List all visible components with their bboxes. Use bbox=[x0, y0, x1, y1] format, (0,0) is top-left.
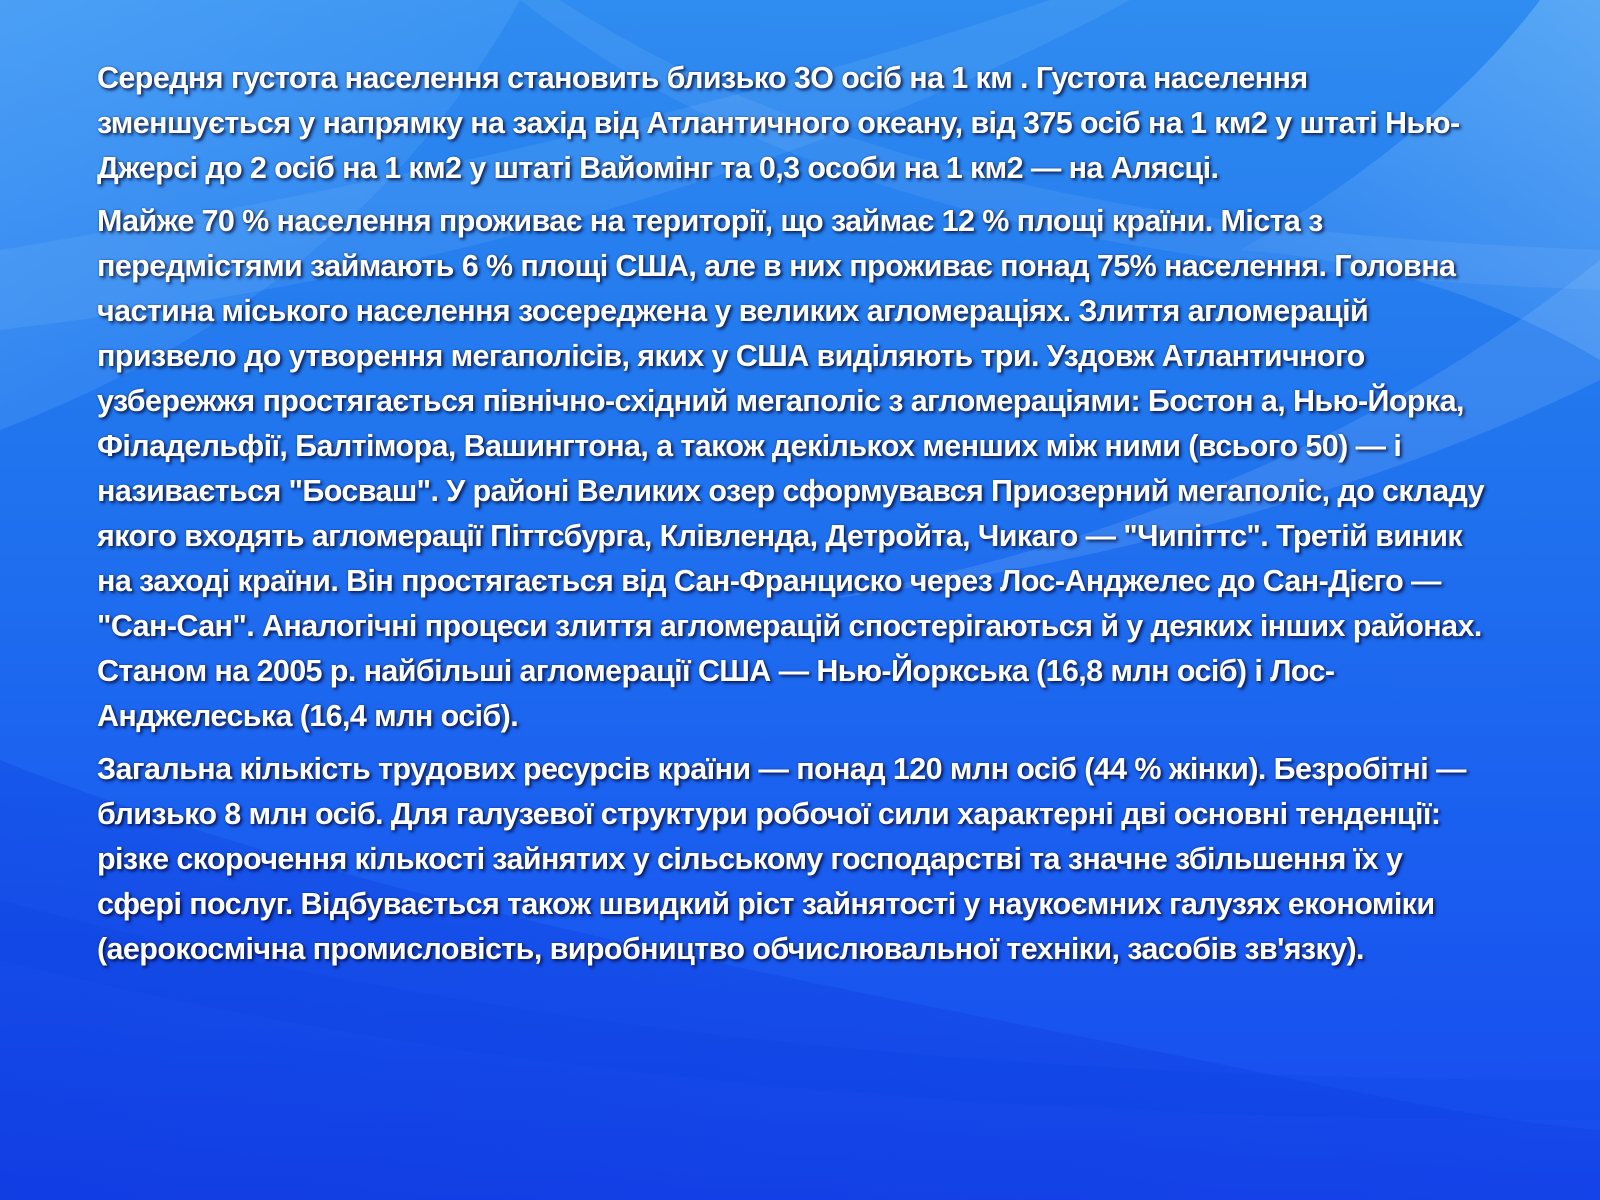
text-content bbox=[97, 56, 1487, 980]
paragraph-labor-resources: Загальна кількість трудових ресурсів країни — понад 120 млн осіб (44 % жінки). Безробітні — близько 8 млн осіб. Для галузевої структури робочої сили характерні дві основні тенденції: різке скорочення кількості зайнятих у сільському господарстві та значне збільшення їх у сфері послуг. Відбувається також швидкий ріст зайнятості у наукоємних галузях економіки (аерокосмічна промисловість, виробництво обчислювальної техніки, засобів зв'язку). bbox=[97, 752, 1466, 966]
paragraph-population-density: Середня густота населення становить близько 3О осіб на 1 км . Густота населення зменшується у напрямку на захід від Атлантичного океану, від 375 осіб на 1 км2 у штаті Нью-Джерсі до 2 осіб на 1 км2 у штаті Вайомінг та 0,3 особи на 1 км2 — на Алясці. bbox=[97, 61, 1460, 185]
paragraph-urban-population: Майже 70 % населення проживає на території, що займає 12 % площі країни. Міста з передмістями займають 6 % площі США, але в них проживає понад 75% населення. Головна частина міського населення зосереджена у великих агломераціях. Злиття агломерацій призвело до утворення мегаполісів, яких у США виділяють три. Уздовж Атлантичного узбережжя простягається північно-східний мегаполіс з агломераціями: Бостон а, Нью-Йорка, Філадельфії, Балтімора, Вашингтона, а також декількох менших між ними (всього 50) — і називається "Босваш". У районі Великих озер сформувався Приозерний мегаполіс, до складу якого входять агломерації Піттсбурга, Клівленда, Детройта, Чикаго — "Чипіттс". Третій виник на заході країни. Він простягається від Сан-Франциско через Лос-Анджелес до Сан-Дієго — "Сан-Сан". Аналогічні процеси злиття агломерацій спостерігаються й у деяких інших районах. Станом на 2005 р. найбільші агломерації США — Нью-Йоркська (16,8 млн осіб) і Лос-Анджелеська (16,4 млн осіб). bbox=[97, 204, 1485, 733]
